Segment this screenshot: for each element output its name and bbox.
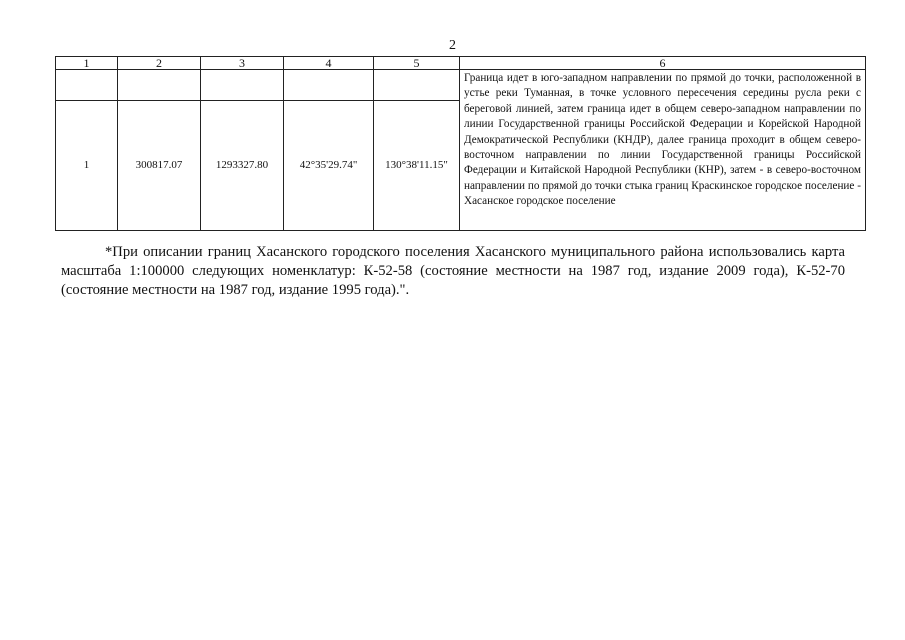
table-header-row [56,57,866,70]
column-header: 1 [56,57,118,70]
longitude: 130°38'11.15" [374,101,460,231]
table-row [56,70,866,101]
empty-cell [374,70,460,101]
empty-cell [56,70,118,101]
empty-cell [284,70,374,101]
column-header: 6 [460,57,866,70]
empty-cell [201,70,284,101]
boundary-description: Граница идет в юго-западном направлении по прямой до точки, расположенной в устье реки Туманная, в точке условного пересечения середины русла реки с береговой линией, затем граница идет в общем северо-западном направлении по линии Государственной границы Российской Федерации и Корейской Народной Демократической Республики (КНДР), далее граница проходит в общем северо-восточном направлении по линии Государственной границы Российской Федерации и Китайской Народной Республики (КНР), затем - в северо-восточном направлении по прямой до точки стыка границ Краскинское городское поселение - Хасанское городское поселение [460,70,866,231]
footnote: *При описании границ Хасанского городского поселения Хасанского муниципального района использовались карта масштаба 1:100000 следующих номенклатур: К-52-58 (состояние местности на 1987 год, издание 2009 года), К-52-70 (состояние местности на 1987 год, издание 1995 года).". [61,244,845,298]
latitude: 42°35'29.74" [284,101,374,231]
column-header: 5 [374,57,460,70]
column-header: 2 [118,57,201,70]
boundary-table [55,56,866,231]
column-header: 4 [284,57,374,70]
x-coordinate: 300817.07 [118,101,201,231]
point-number: 1 [56,101,118,231]
empty-cell [118,70,201,101]
y-coordinate: 1293327.80 [201,101,284,231]
page-number: 2 [449,38,456,53]
column-header: 3 [201,57,284,70]
